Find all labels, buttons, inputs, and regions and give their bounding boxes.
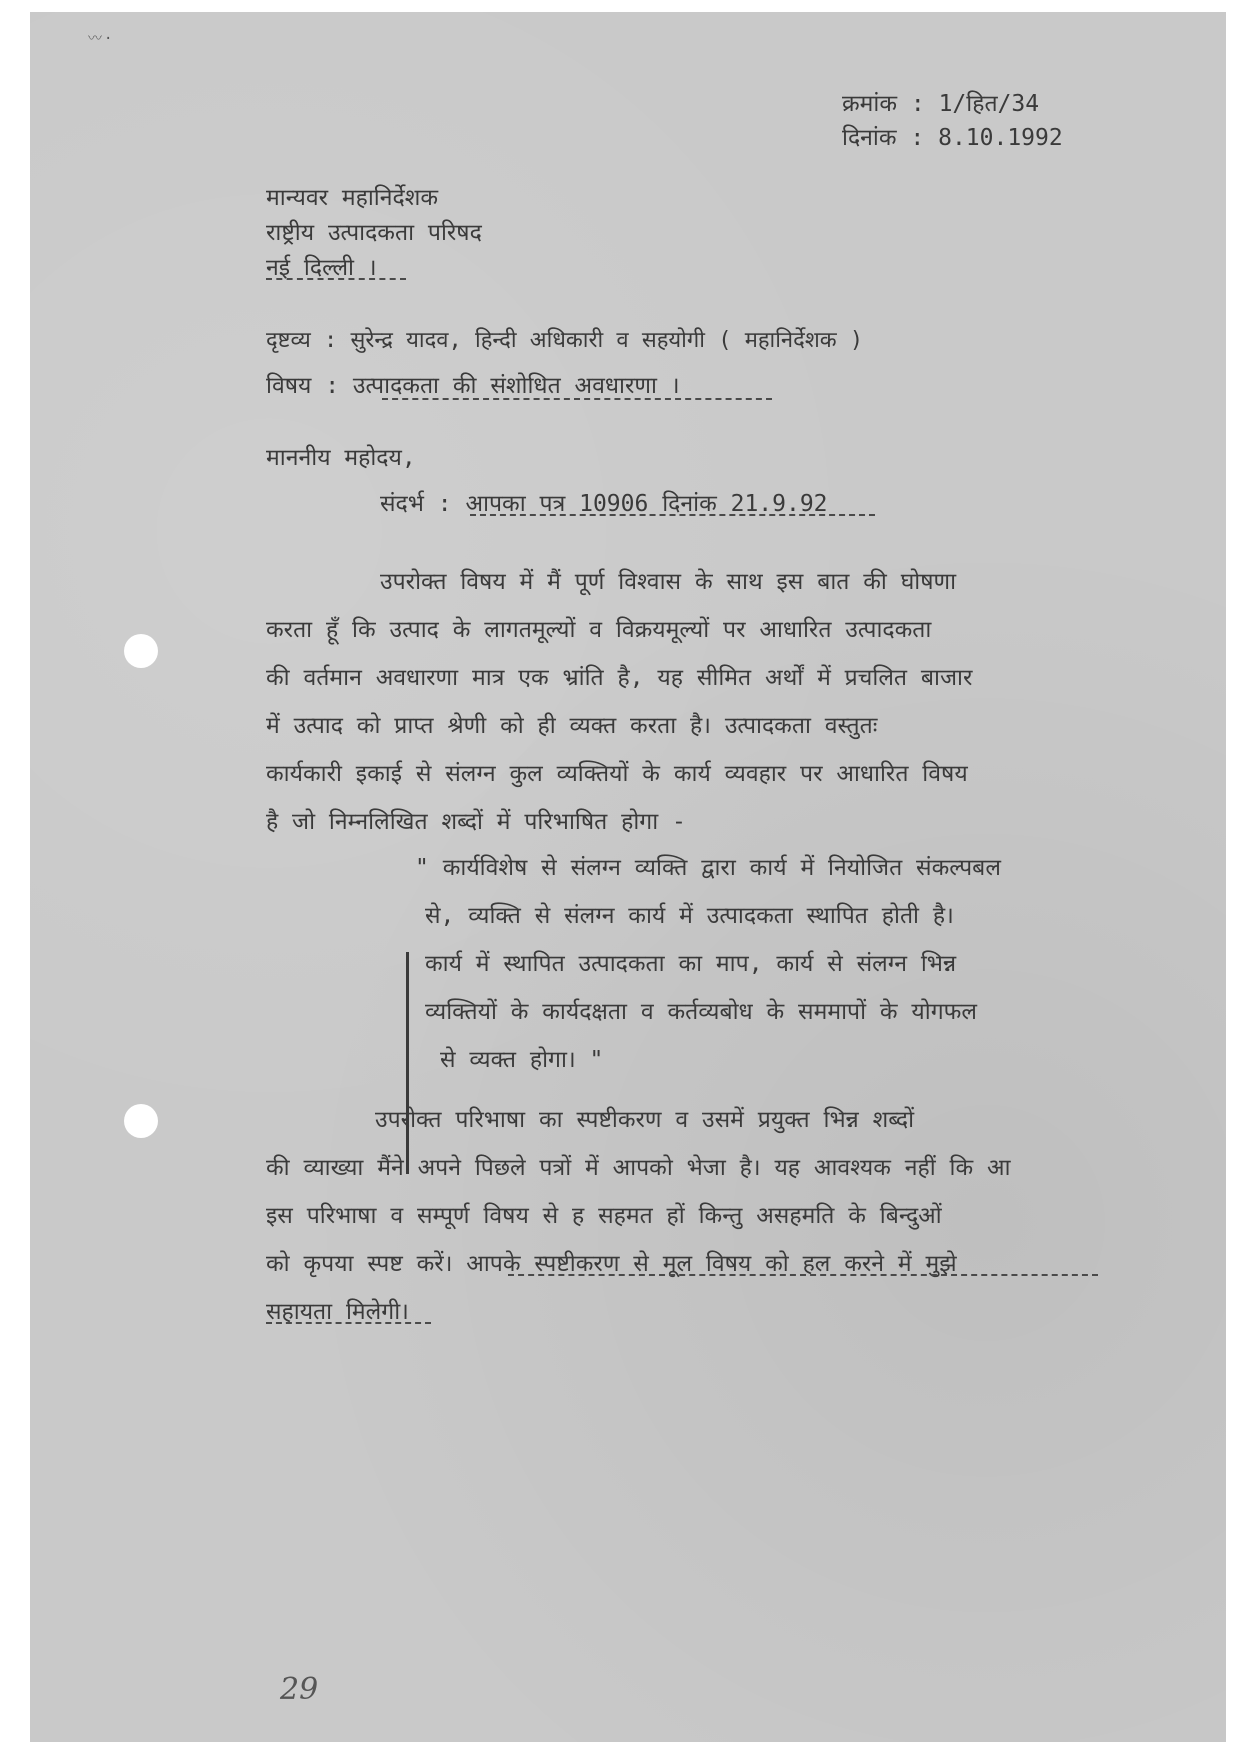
paragraph-1-line: है जो निम्नलिखित शब्दों में परिभाषित होगा - [266, 809, 686, 835]
addressee-line-2: राष्ट्रीय उत्पादकता परिषद [266, 220, 482, 246]
attention-line: दृष्टव्य : सुरेन्द्र यादव, हिन्दी अधिकारी व सहयोगी ( महानिर्देशक ) [266, 328, 864, 353]
paragraph-2-line: सहायता मिलेगी। [266, 1299, 409, 1325]
salutation: माननीय महोदय, [266, 445, 416, 471]
quote-line: से, व्यक्ति से संलग्न कार्य में उत्पादकता स्थापित होती है। [425, 903, 954, 929]
paragraph-2-line: को कृपया स्पष्ट करें। आपके स्पष्टीकरण से मूल विषय को हल करने में मुझे [266, 1251, 957, 1277]
reference-line: संदर्भ : आपका पत्र 10906 दिनांक 21.9.92 [380, 491, 828, 517]
addressee-line-3: नई दिल्ली । [266, 255, 377, 281]
paragraph-2-underline [508, 1274, 1098, 1276]
paragraph-2-line: उपरोक्त परिभाषा का स्पष्टीकरण व उसमें प्रयुक्त भिन्न शब्दों [375, 1107, 915, 1133]
letter-page [30, 12, 1226, 1742]
paragraph-2-line: इस परिभाषा व सम्पूर्ण विषय से ह सहमत हों किन्तु असहमति के बिन्दुओं [266, 1203, 942, 1229]
addressee-line-1: मान्यवर महानिर्देशक [266, 185, 439, 211]
punch-hole [124, 634, 158, 668]
reference-underline [470, 514, 875, 516]
punch-hole [124, 1104, 158, 1138]
paragraph-1-line: की वर्तमान अवधारणा मात्र एक भ्रांति है, यह सीमित अर्थों में प्रचलित बाजार [266, 665, 973, 691]
paragraph-2-line: की व्याख्या मैंने अपने पिछले पत्रों में आपको भेजा है। यह आवश्यक नहीं कि आ [266, 1155, 1011, 1181]
quote-line: व्यक्तियों के कार्यदक्षता व कर्तव्यबोध के सममापों के योगफल [425, 999, 978, 1025]
paragraph-2-underline [266, 1322, 431, 1324]
quote-margin-line [406, 952, 409, 1174]
quote-line: से व्यक्त होगा। " [440, 1047, 604, 1073]
ink-mark: 〰· [88, 31, 115, 47]
paragraph-1-line: में उत्पाद को प्राप्त श्रेणी को ही व्यक्त करता है। उत्पादकता वस्तुतः [266, 713, 878, 739]
paragraph-1-line: कार्यकारी इकाई से संलग्न कुल व्यक्तियों के कार्य व्यवहार पर आधारित विषय [266, 761, 968, 787]
page-number: 29 [280, 1672, 319, 1707]
quote-line: कार्य में स्थापित उत्पादकता का माप, कार्य से संलग्न भिन्न [425, 951, 957, 977]
subject-underline [382, 398, 772, 400]
reference-number: क्रमांक : 1/हित/34 [842, 91, 1040, 117]
subject-line: विषय : उत्पादकता की संशोधित अवधारणा । [266, 373, 680, 399]
paragraph-1-line: करता हूँ कि उत्पाद के लागतमूल्यों व विक्रयमूल्यों पर आधारित उत्पादकता [266, 617, 932, 643]
paragraph-1-line: उपरोक्त विषय में मैं पूर्ण विश्वास के साथ इस बात की घोषणा [380, 569, 957, 595]
letter-date: दिनांक : 8.10.1992 [842, 125, 1063, 151]
quote-line: " कार्यविशेष से संलग्न व्यक्ति द्वारा कार्य में नियोजित संकल्पबल [415, 855, 1001, 881]
addressee-underline [266, 278, 406, 280]
